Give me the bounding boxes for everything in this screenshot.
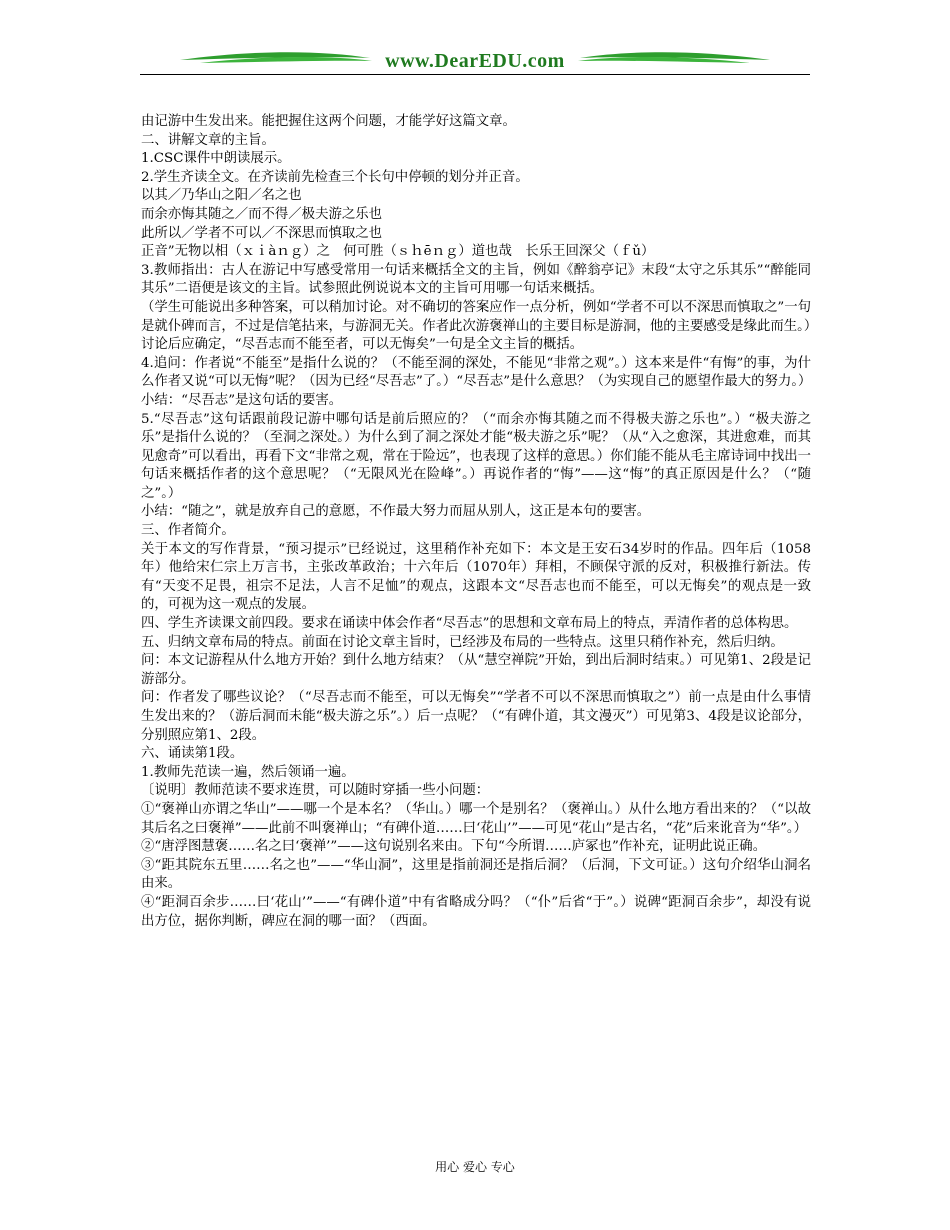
paragraph: 此所以／学者不可以／不深思而慎取之也 (141, 225, 383, 241)
paragraph: ④“距洞百余步……曰‘花山’”——“有碑仆道”中有省略成分吗？（“仆”后省“于”。）说碑“距洞百余步”，却没有说出方位，据你判断，碑应在洞的哪一面？（西面。 (141, 894, 811, 929)
section-heading: 五、归纳文章布局的特点。前面在讨论文章主旨时，已经涉及布局的一些特点。这里只稍作补充，然后归纳。 (141, 634, 784, 650)
paragraph: 而余亦悔其随之／而不得／极夫游之乐也 (141, 206, 383, 222)
paragraph: 讨论后应确定，“尽吾志而不能至者，可以无悔矣”一句是全文主旨的概括。 (141, 337, 584, 353)
paragraph: ③“距其院东五里……名之也”——“华山洞”，这里是指前洞还是指后洞？（后洞，下文可证。）这句介绍华山洞名由来。 (141, 857, 811, 892)
paragraph: 5.“尽吾志”这句话跟前段记游中哪句话是前后照应的？（“而余亦悔其随之而不得极夫游之乐也”。）“极夫游之乐”是指什么说的？（至洞之深处。）为什么到了洞之深处才能“极夫游之乐”呢？（从“入之愈深，其进愈难，而其见愈奇”可以看出，再看下文“非常之观，常在于险远”，也表现了这样的意思。）你们能不能从毛主席诗词中找出一句话来概括作者的这个意思呢？（“无限风光在险峰”。）再说作者的“悔”——这“悔”的真正原因是什么？（“随之”。） (141, 411, 811, 501)
paragraph: 1.教师先范读一遍，然后领诵一遍。 (141, 764, 355, 780)
paragraph: ①“褒禅山亦谓之华山”——哪一个是本名？（华山。）哪一个是别名？（褒禅山。）从什么地方看出来的？（“以故其后名之曰褒禅”——此前不叫褒禅山；“有碑仆道……曰‘花山’”——可见“花山”是古名，“花”后来讹音为“华”。） (141, 801, 811, 836)
page-header (140, 46, 810, 76)
paragraph: 〔说明〕教师范读不要求连贯，可以随时穿插一些小问题： (141, 783, 490, 799)
paragraph: 由记游中生发出来。能把握住这两个问题，才能学好这篇文章。 (141, 114, 516, 129)
paragraph: 小结：“尽吾志”是这句话的要害。 (141, 392, 343, 408)
header-divider (140, 74, 810, 75)
paragraph: 关于本文的写作背景，“预习提示”已经说过，这里稍作补充如下：本文是王安石34岁时的作品。四年后（1058年）他给宋仁宗上万言书，主张改革政治；十六年后（1070年）拜相，不顾保守派的反对，积极推行新法。传有“天变不足畏，祖宗不足法，人言不足恤”的观点，这跟本文“尽吾志也而不能至，可以无悔矣”的观点是一致的，可视为这一观点的发展。 (141, 541, 811, 613)
paragraph: 2.学生齐读全文。在齐读前先检查三个长句中停顿的划分并正音。 (141, 169, 529, 185)
section-heading: 二、讲解文章的主旨。 (141, 132, 275, 148)
paragraph: 3.教师指出：古人在游记中写感受常用一句话来概括全文的主旨，例如《醉翁亭记》末段“太守之乐其乐”“醉能同其乐”二语便是该文的主旨。试参照此例说说本文的主旨可用哪一句话来概括。 (141, 262, 811, 297)
site-logo-text: www.DearEDU.com (385, 50, 565, 72)
paragraph: 4.追问：作者说“不能至”是指什么说的？（不能至洞的深处，不能见“非常之观”。）这本来是件“有悔”的事，为什么作者又说“可以无悔”呢？（因为已经“尽吾志”了。）“尽吾志”是什么意思？（为实现自己的愿望作最大的努力。） (141, 355, 812, 390)
paragraph: 正音”无物以相（ｘｉàｎｇ）之 何可胜（ｓｈēｎｇ）道也哉 长乐王回深父（ｆǔ） (141, 244, 655, 260)
paragraph: 小结：“随之”，就是放弃自己的意愿，不作最大努力而屈从别人，这正是本句的要害。 (141, 504, 651, 520)
section-heading: 六、诵读第1段。 (141, 746, 244, 762)
page-footer-motto: 用心 爱心 专心 (435, 1160, 515, 1174)
paragraph: 1.CSC课件中朗读展示。 (141, 151, 291, 167)
paragraph: （学生可能说出多种答案，可以稍加讨论。对不确切的答案应作一点分析，例如“学者不可以不深思而慎取之”一句是就仆碑而言，不过是信笔拈来，与游洞无关。作者此次游褒禅山的主要目标是游洞，他的主要感受是缘此而生。） (141, 299, 818, 334)
paragraph: 以其／乃华山之阳／名之也 (141, 188, 302, 204)
paragraph: 问：作者发了哪些议论？（“尽吾志而不能至，可以无悔矣”“学者不可以不深思而慎取之”）前一点是由什么事情生发出来的？（游后洞而未能“极夫游之乐”。）后一点呢？（“有碑仆道，其文漫灭”）可见第3、4段是议论部分，分别照应第1、2段。 (141, 690, 811, 743)
paragraph: 问：本文记游程从什么地方开始？到什么地方结束？（从“慧空禅院”开始，到出后洞时结束。）可见第1、2段是记游部分。 (141, 653, 811, 687)
document-body (141, 113, 818, 931)
paragraph: ②“唐浮图慧褒……名之曰‘褒禅’”——这句说别名来由。下句“今所谓……庐冢也”作补充，证明此说正确。 (141, 839, 767, 855)
section-heading: 三、作者简介。 (141, 523, 235, 539)
section-heading: 四、学生齐读课文前四段。要求在诵读中体会作者“尽吾志”的思想和文章布局上的特点，弄清作者的总体构思。 (141, 616, 798, 632)
